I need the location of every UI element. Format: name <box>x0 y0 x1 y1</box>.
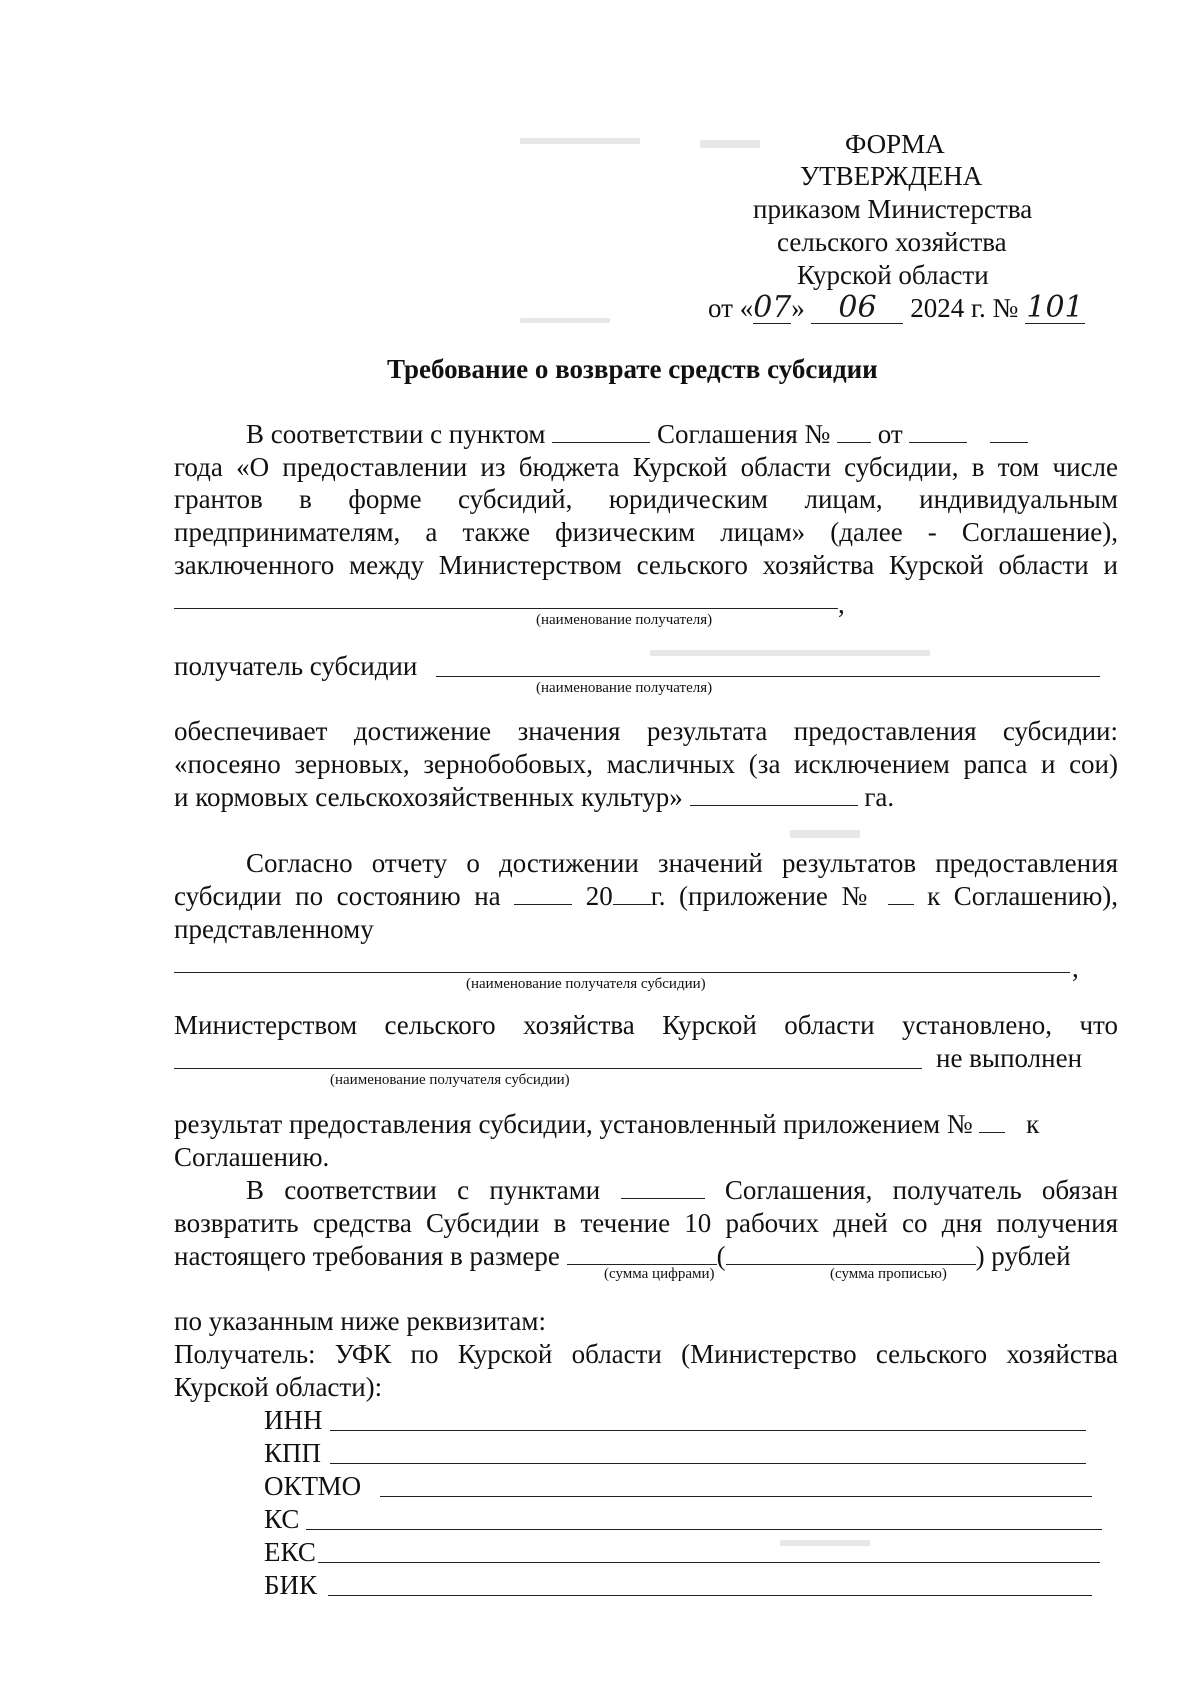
subsidy-recipient-blank-2 <box>174 1068 922 1069</box>
requisite-ks-label: КС <box>264 1504 300 1534</box>
requisite-ks-blank <box>306 1529 1102 1530</box>
requisite-eks-label: ЕКС <box>264 1537 316 1567</box>
requisite-bik-blank <box>328 1595 1092 1596</box>
para4-line4: по указанным ниже реквизитам: <box>174 1306 546 1336</box>
para3-line2 <box>174 880 1118 912</box>
para4-line5: Получатель: УФК по Курской области (Министерство сельского хозяйства <box>174 1339 1118 1369</box>
para1-line5: заключенного между Министерством сельского хозяйства Курской области и <box>174 550 1118 580</box>
approval-order-line: приказом Министерства <box>753 194 1033 224</box>
para3-text-f: к <box>1026 1109 1040 1139</box>
open-paren: ( <box>716 1241 726 1271</box>
date-prefix: от « <box>708 293 754 323</box>
requisite-inn-blank <box>330 1430 1086 1431</box>
points-blank <box>621 1176 705 1199</box>
agreement-year-blank <box>990 420 1028 443</box>
para2-line3 <box>174 781 894 813</box>
order-number-handwritten: 101 <box>1026 290 1084 325</box>
crops-text: и кормовых сельскохозяйственных культур» <box>174 782 683 812</box>
report-year-blank <box>613 882 651 905</box>
para3-text-a: субсидии по состоянию на <box>174 881 501 911</box>
recipient-name-blank-1 <box>174 608 838 609</box>
appendix-number-blank <box>888 882 914 905</box>
page-title: Требование о возврате средств субсидии <box>387 354 878 384</box>
approval-date-line <box>708 292 1085 324</box>
para3-text-d: к Соглашению), <box>927 881 1119 911</box>
scan-artifact <box>700 140 760 148</box>
requisite-inn-label: ИНН <box>264 1405 323 1435</box>
agreement-date-blank <box>909 420 967 443</box>
para4-text-b: Соглашения, получатель обязан <box>724 1175 1118 1205</box>
requisite-bik-label: БИК <box>264 1570 318 1600</box>
approval-form-label: ФОРМА <box>845 129 945 159</box>
requisite-kpp-label: КПП <box>264 1438 322 1468</box>
para3-text-c: г. (приложение № <box>650 881 874 911</box>
scan-artifact <box>780 1540 870 1546</box>
caption-recipient-name-1: (наименование получателя) <box>536 612 713 628</box>
scan-artifact <box>790 830 860 838</box>
not-fulfilled-text: не выполнен <box>936 1043 1083 1073</box>
subsidy-recipient-blank-1 <box>174 972 1070 973</box>
date-mid: » <box>791 293 805 323</box>
scan-artifact <box>650 650 930 656</box>
rubles-text: ) рублей <box>975 1241 1071 1271</box>
para1-line3: грантов в форме субсидий, юридическим лицам, индивидуальным <box>174 484 1118 514</box>
requisite-eks-blank <box>318 1562 1100 1563</box>
para2-line1: обеспечивает достижение значения результата предоставления субсидии: <box>174 716 1118 746</box>
para3-line1 <box>246 847 1118 879</box>
requisite-oktmo-label: ОКТМО <box>264 1471 362 1501</box>
para1-text-b: Соглашения № <box>656 419 831 449</box>
hectares-unit: га. <box>864 782 895 812</box>
para1-text-a: В соответствии с пунктом <box>246 419 546 449</box>
date-day-handwritten: 07 <box>753 290 792 325</box>
para3-line3: представленному <box>174 914 374 944</box>
caption-subsidy-recipient-1: (наименование получателя субсидии) <box>466 976 706 992</box>
para4-line1 <box>246 1174 1118 1206</box>
para3-text-e: результат предоставления субсидии, установленный приложением № <box>174 1109 973 1139</box>
approval-ministry-line: сельского хозяйства <box>777 227 1007 257</box>
scan-artifact <box>520 318 610 323</box>
report-date-blank <box>514 882 572 905</box>
comma: , <box>1072 953 1079 983</box>
agreement-number-blank <box>837 420 871 443</box>
point-number-blank <box>552 420 650 443</box>
caption-amount-words: (сумма прописью) <box>830 1266 947 1282</box>
recipient-name-blank-2 <box>436 676 1100 677</box>
caption-recipient-name-2: (наименование получателя) <box>536 680 713 696</box>
para3-line4: Министерством сельского хозяйства Курской области установлено, что <box>174 1010 1118 1040</box>
requisite-kpp-blank <box>330 1463 1086 1464</box>
para3-line7: Соглашению. <box>174 1142 330 1172</box>
para1-text-c: от <box>877 419 903 449</box>
approval-region-line: Курской области <box>797 260 989 290</box>
approval-approved-label: УТВЕРЖДЕНА <box>800 161 983 191</box>
comma: , <box>838 589 845 619</box>
date-month-handwritten: 06 <box>811 295 903 324</box>
date-year: 2024 г. № <box>910 293 1019 323</box>
para4-line2: возвратить средства Субсидии в течение 10 рабочих дней со дня получения <box>174 1208 1118 1238</box>
scan-artifact <box>520 138 640 144</box>
para4-text-a: В соответствии с пунктами <box>246 1175 601 1205</box>
para3-text-b: 20 <box>585 881 613 911</box>
caption-amount-digits: (сумма цифрами) <box>604 1266 715 1282</box>
para4-line6: Курской области): <box>174 1372 383 1402</box>
para3-line1-text: Согласно отчету о достижении значений результатов предоставления <box>246 848 1118 878</box>
requisite-oktmo-blank <box>380 1496 1092 1497</box>
para3-line6 <box>174 1108 1039 1140</box>
caption-subsidy-recipient-2: (наименование получателя субсидии) <box>330 1072 570 1088</box>
para1-line4: предпринимателям, а также физическим лицам» (далее - Соглашение), <box>174 517 1118 547</box>
para2-line2: «посеяно зерновых, зернобобовых, масличных (за исключением рапса и сои) <box>174 749 1118 779</box>
para1-line1 <box>174 418 1118 450</box>
hectares-blank <box>690 783 858 806</box>
para1-line2: года «О предоставлении из бюджета Курской области субсидии, в том числе <box>174 452 1118 482</box>
recipient-label: получатель субсидии <box>174 651 418 681</box>
para4-text-c: настоящего требования в размере <box>174 1241 560 1271</box>
amount-digits-blank <box>567 1242 717 1265</box>
amount-words-blank <box>726 1242 976 1265</box>
appendix-number-blank-2 <box>979 1110 1005 1133</box>
